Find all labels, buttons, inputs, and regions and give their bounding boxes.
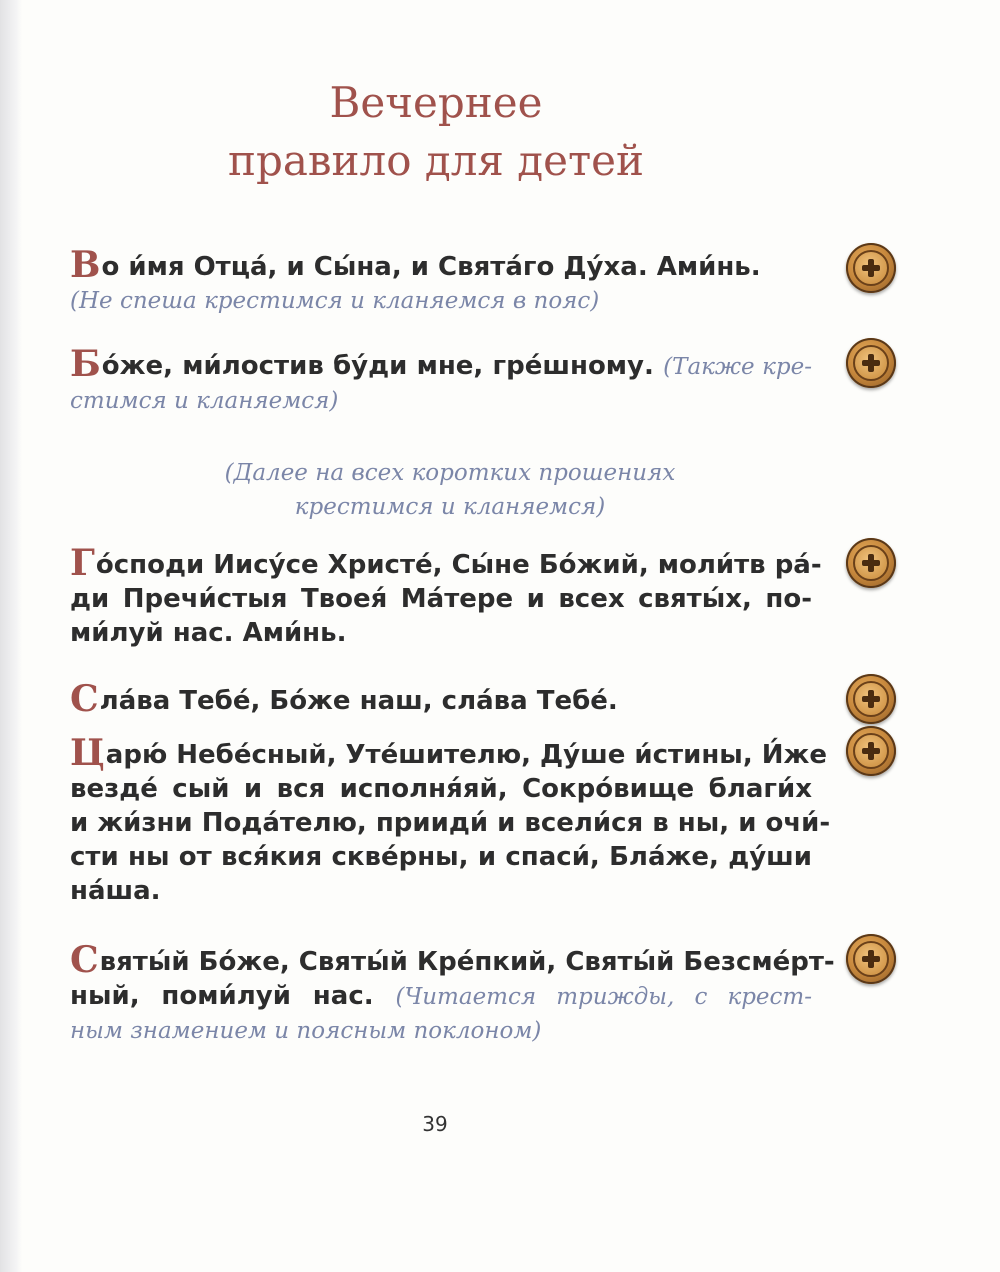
prayer-text-line: ный, поми́луй нас. [70,981,374,1011]
prayer-text-line: и жи́зни Пода́телю, прииди́ и всели́ся в ны, и очи́- [70,808,831,838]
book-spine-shadow [0,0,22,1272]
drop-cap: Г [70,542,95,584]
prayer-note: ным знамением и поясным поклоном) [70,1018,542,1044]
prayer-bead-cross-icon [846,674,896,724]
prayer-text-line: везде́ сый и вся исполня́яй, Сокро́вище благи́х [70,774,812,804]
prayer-text-line: о и́мя Отца́, и Сы́на, и Свята́го Ду́ха. Ами́нь. [101,252,761,282]
prayer-bead-cross-icon [846,934,896,984]
drop-cap: С [70,939,99,981]
prayer-bead-cross-icon [846,726,896,776]
prayer-3 [70,542,822,650]
prayer-text-line: ла́ва Тебе́, Бо́же наш, сла́ва Тебе́. [99,686,618,716]
prayer-6 [70,939,835,1048]
prayer-text-line: ди Пречи́стыя Твоея́ Ма́тере и всех святы́х, по- [70,584,812,614]
prayer-5 [70,732,831,908]
prayer-bead-cross-icon [846,243,896,293]
prayer-text-line: о́споди Иису́се Христе́, Сы́не Бо́жий, моли́тв ра́- [95,550,822,580]
prayer-bead-cross-icon [846,538,896,588]
prayer-1 [70,244,812,318]
prayer-4 [70,678,812,720]
prayer-text-line: арю́ Небе́сный, Уте́шителю, Ду́ше и́стины, И́же [105,740,828,770]
instruction-note-line: крестимся и кланяемся) [294,494,606,520]
prayer-text-line: сти ны от вся́кия скве́рны, и спаси́, Бла́же, ду́ши [70,842,812,872]
title-line-2: правило для детей [227,136,645,185]
prayer-text-line: на́ша. [70,876,161,906]
prayer-note: (Не спеша крестимся и кланяемся в пояс) [70,288,600,314]
instruction-note [0,456,900,524]
prayer-text-line: вяты́й Бо́же, Святы́й Кре́пкий, Святы́й Безсме́рт- [99,947,835,977]
drop-cap: Б [70,343,101,385]
page-number: 39 [422,1112,448,1136]
prayer-text-line: ми́луй нас. Ами́нь. [70,618,347,648]
drop-cap: С [70,678,99,720]
drop-cap: Ц [70,732,105,774]
prayer-bead-cross-icon [846,338,896,388]
title-line-1: Вечернее [329,78,543,127]
drop-cap: В [70,244,101,286]
prayer-text-line: о́же, ми́лостив бу́ди мне, гре́шному. [101,351,654,381]
instruction-note-line: (Далее на всех коротких прошениях [224,460,676,486]
prayer-note: (Также кре- [663,354,812,380]
page-title [0,74,872,190]
prayer-note: (Читается трижды, с крест- [395,984,812,1010]
prayer-note: стимся и кланяемся) [70,388,339,414]
prayer-2 [70,343,812,418]
